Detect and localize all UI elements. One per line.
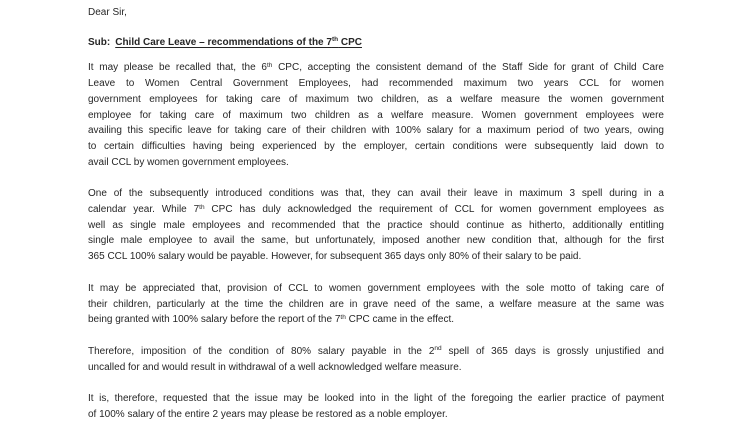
text-segment: It may please be recalled that, the 6 xyxy=(88,62,267,74)
superscript: th xyxy=(266,61,273,69)
text-segment: of 100% salary of the entire 2 years may please be restored as a noble employer. xyxy=(88,409,448,421)
text-segment: single male employee to avail the same, but unfortunately, imposed another new condition that, although for the first xyxy=(88,235,664,247)
superscript: nd xyxy=(434,345,442,353)
text-segment: to certain difficulties having being experienced by the employer, certain conditions were subsequently laid down to xyxy=(88,140,664,152)
text-line xyxy=(88,139,664,155)
text-segment: CPC has duly acknowledged the requirement of CCL for women government employees as xyxy=(204,204,664,216)
text-segment: avail CCL by women government employees. xyxy=(88,156,289,168)
text-line xyxy=(88,202,664,218)
text-segment: availing this specific leave for taking care of their children with 100% salary for a maximum period of two years, owing xyxy=(88,125,664,137)
text-line xyxy=(88,407,664,423)
text-line xyxy=(88,186,664,202)
text-line xyxy=(88,281,664,297)
paragraph xyxy=(88,281,664,328)
paragraph xyxy=(88,186,664,265)
text-line xyxy=(88,391,664,407)
text-segment: CPC came in the effect. xyxy=(345,314,455,326)
text-line xyxy=(88,123,664,139)
text-segment: It may be appreciated that, provision of CCL to women government employees with the sole motto of taking care of xyxy=(88,282,664,294)
text-line xyxy=(88,344,664,360)
subject-title xyxy=(115,37,362,48)
text-line xyxy=(88,218,664,234)
text-segment: uncalled for and would result in withdrawal of a well acknowledged welfare measure. xyxy=(88,361,462,373)
text-segment: well as single male employees and recommended that the practice should continue as hitherto, additionally entitling xyxy=(88,219,664,231)
salutation: Dear Sir, xyxy=(88,7,127,18)
paragraph xyxy=(88,344,664,375)
text-segment: employee for taking care of maximum two children as a welfare measure. Women government employees were xyxy=(88,109,664,121)
superscript: th xyxy=(331,36,339,44)
text-segment: Child Care Leave – recommendations of the 7 xyxy=(115,36,332,48)
subject-line xyxy=(88,35,664,51)
text-segment: Therefore, imposition of the condition of 80% salary payable in the 2 xyxy=(88,345,435,357)
text-segment: government employees for taking care of maximum two children, as a welfare measure the women government xyxy=(88,93,664,105)
text-segment: One of the subsequently introduced conditions was that, they can avail their leave in maximum 3 spell during in a xyxy=(88,188,664,200)
text-segment: CPC, accepting the consistent demand of the Staff Side for grant of Child Care xyxy=(272,62,664,74)
text-segment: It is, therefore, requested that the issue may be looked into in the light of the foregoing the earlier practice of payment xyxy=(88,393,664,405)
text-segment: 365 CCL 100% salary would be payable. However, for subsequent 365 days only 80% of their salary to be paid. xyxy=(88,251,582,263)
text-line xyxy=(88,360,664,376)
superscript: th xyxy=(340,313,346,321)
text-line xyxy=(88,108,664,124)
text-segment: calendar year. While 7 xyxy=(88,204,200,216)
text-line xyxy=(88,76,664,92)
text-segment: their children, particularly at the time the children are in grave need of the same, a welfare measure at the same was xyxy=(88,298,664,310)
text-line xyxy=(88,155,664,171)
subject-label: Sub: xyxy=(88,36,111,48)
text-line xyxy=(88,233,664,249)
text-line xyxy=(88,249,664,265)
superscript: th xyxy=(199,203,205,211)
text-segment: spell of 365 days is grossly unjustified and xyxy=(441,345,664,357)
text-segment: Leave to Women Central Government Employees, had recommended maximum two years CCL for women xyxy=(88,78,664,90)
text-segment: CPC xyxy=(338,36,362,48)
letter-body xyxy=(88,60,664,422)
text-line xyxy=(88,92,664,108)
text-line xyxy=(88,312,664,328)
paragraph xyxy=(88,391,664,422)
text-line xyxy=(88,297,664,313)
text-segment: being granted with 100% salary before the report of the 7 xyxy=(88,314,341,326)
paragraph xyxy=(88,60,664,170)
text-line xyxy=(88,60,664,76)
